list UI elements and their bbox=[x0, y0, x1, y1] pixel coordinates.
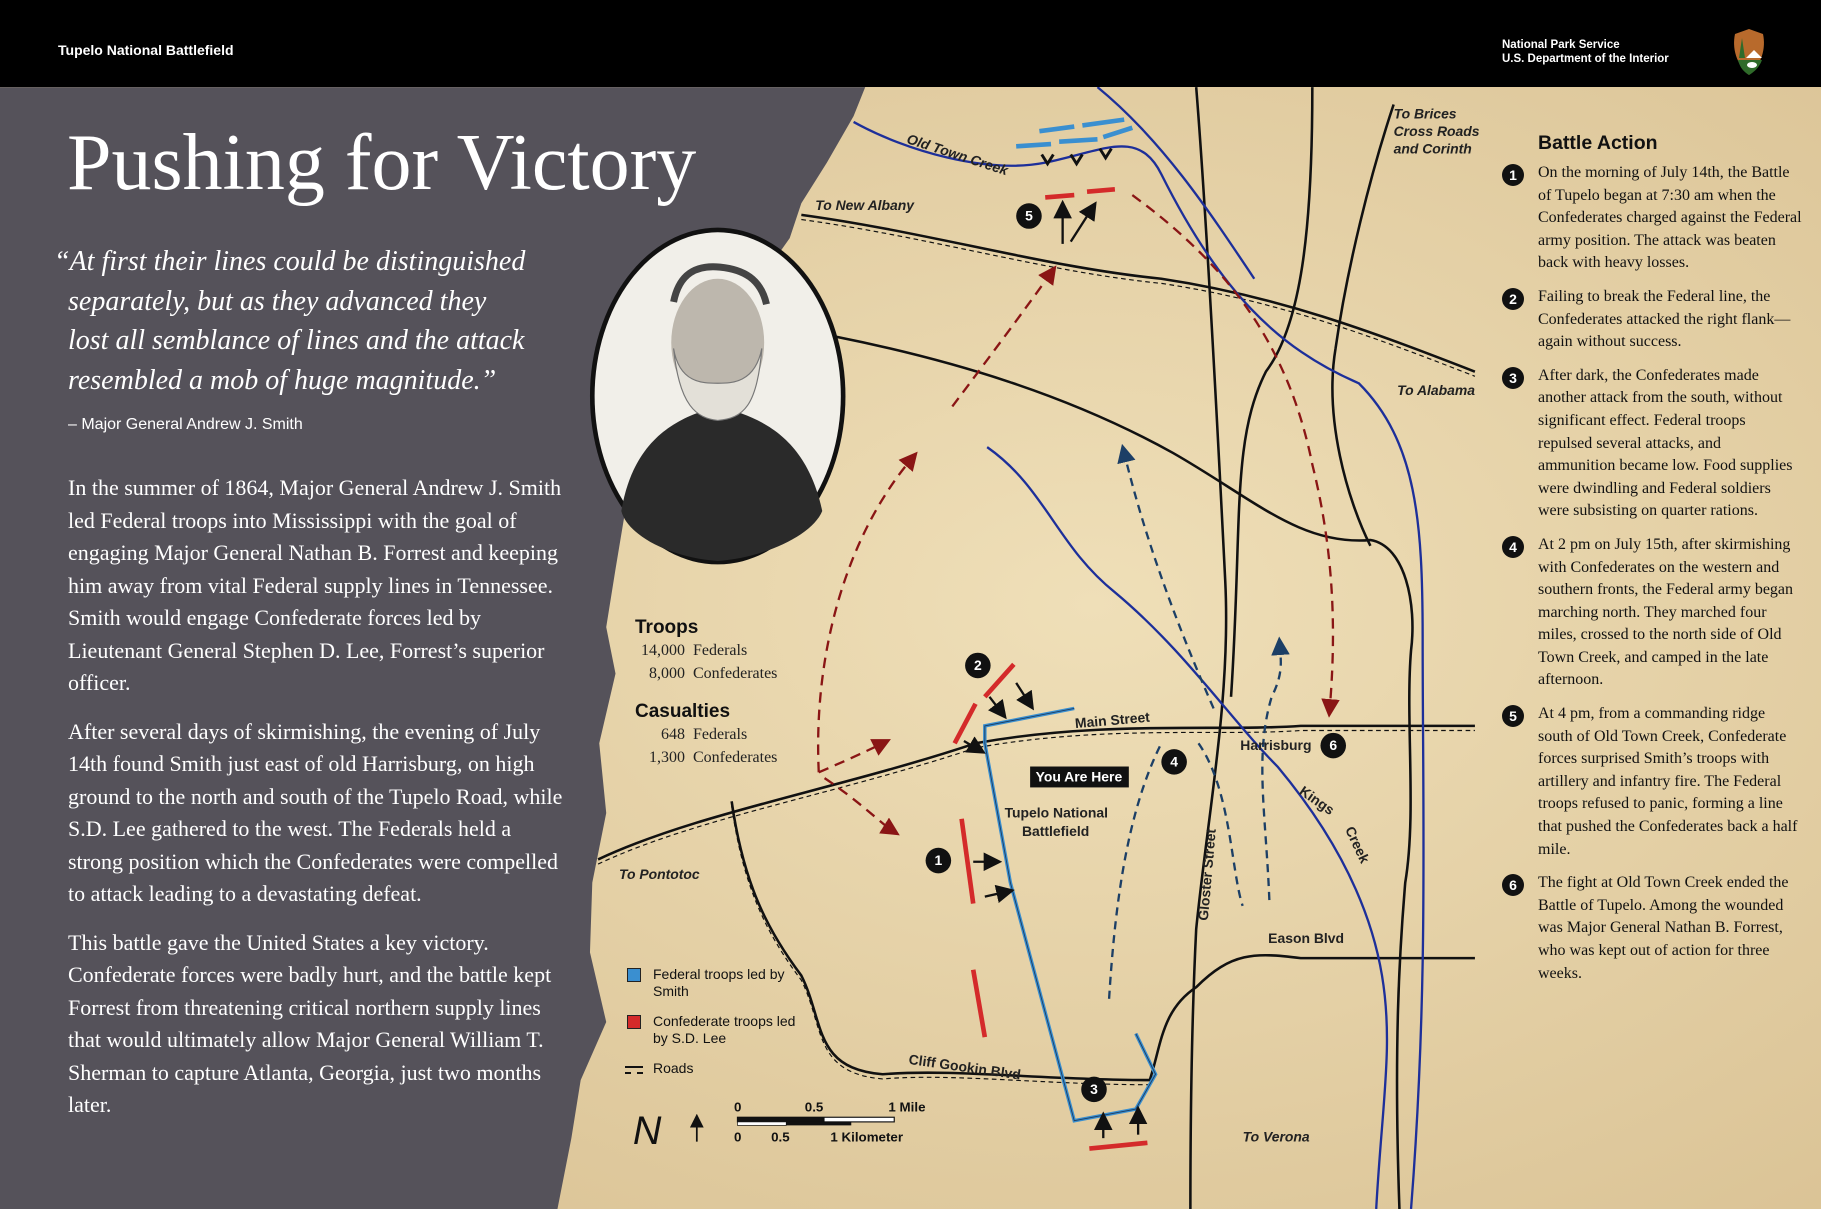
marker-1: 1 bbox=[934, 852, 943, 869]
label-to-brices-1: To Brices bbox=[1393, 105, 1457, 122]
label-old-town-creek: Old Town Creek bbox=[904, 130, 1011, 179]
stat-label: Federals bbox=[693, 642, 748, 659]
label-to-verona: To Verona bbox=[1242, 1128, 1310, 1145]
north-label: N bbox=[632, 1108, 662, 1153]
nps-arrowhead-logo-icon bbox=[1732, 28, 1766, 76]
marker-6: 6 bbox=[1329, 737, 1338, 754]
stat-label: Confederates bbox=[693, 749, 778, 766]
agency-line-1: National Park Service bbox=[1502, 39, 1620, 51]
svg-text:0: 0 bbox=[733, 1129, 742, 1145]
label-to-alabama: To Alabama bbox=[1397, 381, 1475, 398]
item-text: After dark, the Confederates made another attack from the south, without significant effect. Federal troops repulsed several attacks, and ammunition became low. Food supplies were dwindling and Federal soldiers were subsisting on quarter rations. bbox=[1538, 366, 1793, 520]
park-name: Tupelo National Battlefield bbox=[58, 42, 234, 58]
road-swatch-icon bbox=[625, 1066, 643, 1074]
item-text: The fight at Old Town Creek ended the Battle of Tupelo. Among the wounded was Major General Nathan B. Forrest, who was kept out of action for three weeks. bbox=[1538, 874, 1789, 982]
stat-label: Federals bbox=[693, 726, 748, 743]
item-text: At 2 pm on July 15th, after skirmishing with Confederates on the western and southern fronts, the Federal army began marching north. They marched four miles, crossed to the north side of Old Town Creek, and camped in the late afternoon. bbox=[1538, 535, 1794, 689]
federal-swatch-icon bbox=[627, 968, 641, 982]
battle-action-item bbox=[1502, 703, 1802, 861]
legend-confederate bbox=[625, 1013, 798, 1047]
battle-action-panel bbox=[1502, 132, 1802, 996]
agency-line-2: U.S. Department of the Interior bbox=[1502, 53, 1669, 65]
legend-label: Roads bbox=[653, 1060, 694, 1076]
legend-label: Federal troops led by Smith bbox=[653, 966, 785, 999]
header-bar bbox=[0, 0, 1821, 87]
label-tupelo-1: Tupelo National bbox=[1004, 804, 1108, 821]
stat-row bbox=[635, 662, 777, 685]
label-to-brices-3: and Corinth bbox=[1393, 140, 1472, 157]
label-main-street: Main Street bbox=[1074, 708, 1151, 732]
troop-stats bbox=[635, 617, 777, 769]
marker-5: 5 bbox=[1025, 207, 1033, 224]
body-text bbox=[68, 472, 568, 1138]
svg-text:1 Kilometer: 1 Kilometer bbox=[830, 1129, 904, 1145]
legend-roads bbox=[625, 1060, 798, 1077]
item-text: At 4 pm, from a commanding ridge south of Old Town Creek, Confederate forces surprised Smith’s troops with artillery and infantry fire. The Federal troops refused to panic, forming a line that pushed the Confederates back a half mile. bbox=[1538, 705, 1798, 858]
label-kings: Kings bbox=[1296, 782, 1338, 818]
battle-action-heading: Battle Action bbox=[1538, 132, 1658, 154]
number-badge: 6 bbox=[1502, 874, 1524, 896]
label-to-brices-2: Cross Roads bbox=[1393, 122, 1480, 139]
number-badge: 1 bbox=[1502, 164, 1524, 186]
agency-name bbox=[1502, 38, 1669, 66]
label-gloster-street: Gloster Street bbox=[1194, 828, 1219, 922]
marker-3: 3 bbox=[1090, 1081, 1098, 1098]
svg-text:0: 0 bbox=[733, 1099, 742, 1115]
label-eason-blvd: Eason Blvd bbox=[1268, 930, 1345, 947]
stat-value: 1,300 bbox=[649, 749, 685, 766]
battle-action-item bbox=[1502, 872, 1802, 985]
label-creek: Creek bbox=[1342, 823, 1373, 866]
body-paragraph: This battle gave the United States a key victory. Confederate forces were badly hurt, and the battle kept Forrest from threatening critical northern supply lines that would ultimately allow Major General William T. Sherman to capture Atlanta, Georgia, just two months later. bbox=[68, 929, 552, 1117]
number-badge: 3 bbox=[1502, 367, 1524, 389]
svg-text:1 Mile: 1 Mile bbox=[888, 1099, 926, 1115]
item-text: Failing to break the Federal line, the Confederates attacked the right flank—again without success. bbox=[1538, 287, 1791, 351]
svg-text:0.5: 0.5 bbox=[771, 1129, 790, 1145]
number-badge: 5 bbox=[1502, 705, 1524, 727]
quote bbox=[54, 242, 574, 400]
battle-action-item bbox=[1502, 162, 1802, 275]
stat-label: Confederates bbox=[693, 665, 778, 682]
stat-row bbox=[635, 723, 777, 746]
marker-2: 2 bbox=[973, 657, 982, 674]
casualties-heading: Casualties bbox=[635, 701, 731, 722]
quote-attribution: – Major General Andrew J. Smith bbox=[68, 416, 303, 433]
battle-action-item bbox=[1502, 286, 1802, 354]
map-legend bbox=[625, 966, 798, 1090]
body-paragraph: After several days of skirmishing, the evening of July 14th found Smith just east of old Harrisburg, on high ground to the north and south of the Tupelo Road, while S.D. Lee gathered to the west. The Federals held a strong position which the Confederates were compelled to attack leading to a devastating defeat. bbox=[68, 718, 563, 906]
battle-action-item bbox=[1502, 365, 1802, 523]
stat-row bbox=[635, 746, 777, 769]
body-paragraph: In the summer of 1864, Major General Andrew J. Smith led Federal troops into Mississippi with the goal of engaging Major General Nathan B. Forrest and keeping him away from vital Federal supply lines in Tennessee. Smith would engage Confederate forces led by Lieutenant General Stephen D. Lee, Forrest’s superior officer. bbox=[68, 475, 562, 695]
number-badge: 4 bbox=[1502, 536, 1524, 558]
label-cliff-gookin-blvd: Cliff Gookin Blvd bbox=[907, 1050, 1022, 1083]
marker-4: 4 bbox=[1170, 753, 1179, 770]
svg-text:You Are Here: You Are Here bbox=[1035, 768, 1123, 785]
stat-value: 14,000 bbox=[641, 642, 685, 659]
portrait-andrew-j-smith bbox=[590, 228, 845, 565]
label-harrisburg: Harrisburg bbox=[1240, 737, 1312, 754]
item-text: On the morning of July 14th, the Battle of Tupelo began at 7:30 am when the Confederates charged against the Federal army position. The attack was beaten back with heavy losses. bbox=[1538, 164, 1802, 272]
quote-line: separately, but as they advanced they bbox=[68, 285, 487, 317]
quote-line: lost all semblance of lines and the attack bbox=[68, 325, 525, 356]
confederate-swatch-icon bbox=[627, 1015, 641, 1029]
you-are-here-marker bbox=[1030, 767, 1129, 788]
legend-label: Confederate troops led by S.D. Lee bbox=[653, 1013, 796, 1046]
svg-text:0.5: 0.5 bbox=[804, 1099, 824, 1115]
stat-value: 648 bbox=[661, 726, 685, 743]
label-to-new-albany: To New Albany bbox=[815, 197, 915, 214]
troops-heading: Troops bbox=[635, 617, 699, 638]
stat-value: 8,000 bbox=[649, 665, 685, 682]
number-badge: 2 bbox=[1502, 288, 1524, 310]
label-tupelo-2: Battlefield bbox=[1021, 823, 1090, 840]
battle-action-item bbox=[1502, 534, 1802, 692]
quote-line: resembled a mob of huge magnitude.” bbox=[68, 364, 497, 396]
page-title: Pushing for Victory bbox=[67, 119, 697, 207]
legend-federal bbox=[625, 966, 798, 1000]
stat-row bbox=[635, 639, 777, 662]
quote-line: “At first their lines could be distinguished bbox=[54, 246, 526, 277]
label-to-pontotoc: To Pontotoc bbox=[619, 866, 700, 883]
